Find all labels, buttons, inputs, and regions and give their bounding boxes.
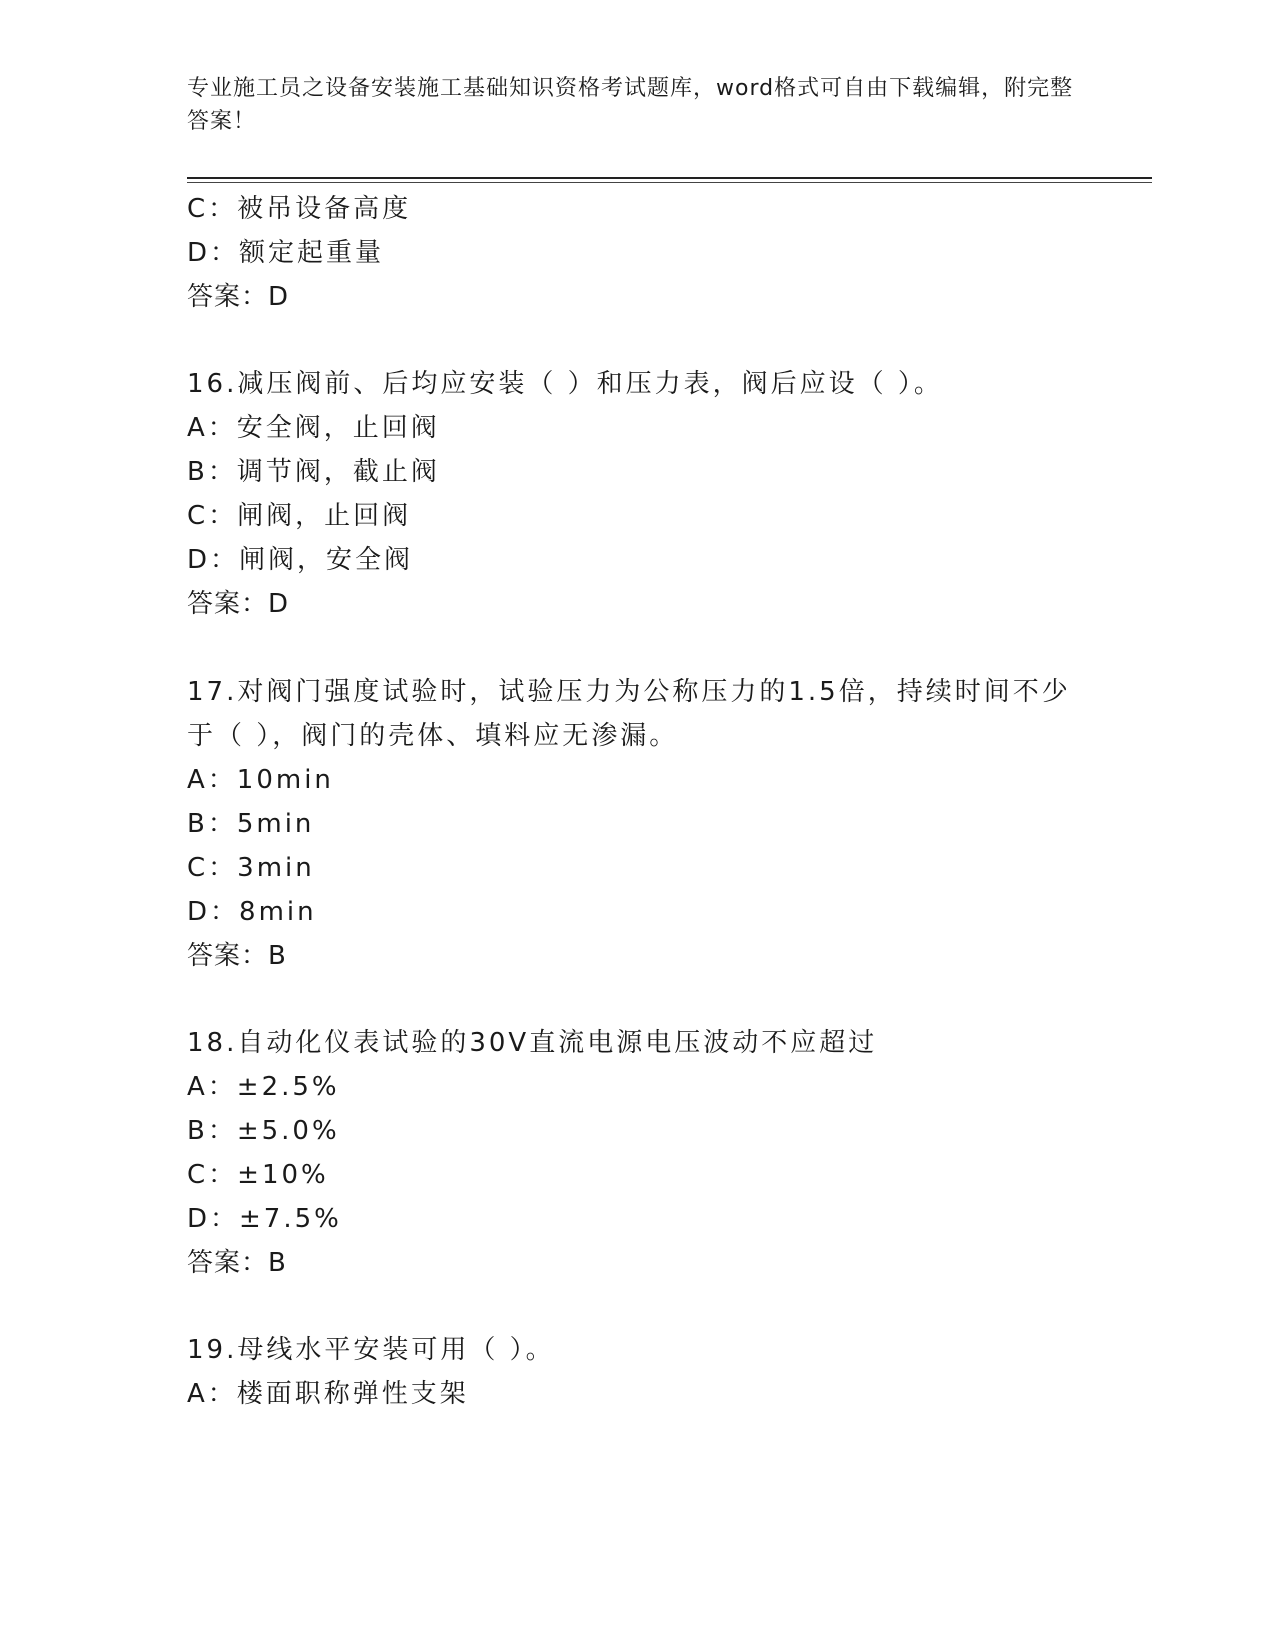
- question-16-option-a: A：安全阀，止回阀: [187, 413, 440, 443]
- question-17-option-d: D：8min: [187, 897, 317, 927]
- option-c: C：被吊设备高度: [187, 194, 412, 224]
- question-18-option-c: C：±10%: [187, 1160, 329, 1190]
- question-16-answer: 答案：D: [187, 589, 290, 619]
- question-17-stem-line-1: 17.对阀门强度试验时，试验压力为公称压力的1.5倍，持续时间不少: [187, 677, 1071, 707]
- question-17-answer: 答案：B: [187, 941, 287, 971]
- question-18-answer: 答案：B: [187, 1248, 287, 1278]
- question-17-option-c: C：3min: [187, 853, 315, 883]
- question-17-option-a: A：10min: [187, 765, 334, 795]
- question-16-option-d: D：闸阀，安全阀: [187, 545, 414, 575]
- option-d: D：额定起重量: [187, 238, 385, 268]
- question-18-option-b: B：±5.0%: [187, 1116, 340, 1146]
- question-17-stem-line-2: 于（ ），阀门的壳体、填料应无渗漏。: [187, 721, 679, 751]
- question-19-option-a: A：楼面职称弹性支架: [187, 1379, 469, 1409]
- question-17-option-b: B：5min: [187, 809, 315, 839]
- question-18-option-d: D：±7.5%: [187, 1204, 342, 1234]
- question-16-stem: 16.减压阀前、后均应安装（ ）和压力表，阀后应设（ ）。: [187, 369, 943, 399]
- question-16-option-b: B：调节阀，截止阀: [187, 457, 440, 487]
- header-rule-thick: [187, 177, 1152, 179]
- answer: 答案：D: [187, 282, 290, 312]
- question-18-stem: 18.自动化仪表试验的30V直流电源电压波动不应超过: [187, 1028, 878, 1058]
- document-header: 专业施工员之设备安装施工基础知识资格考试题库，word格式可自由下载编辑，附完整答案！: [187, 76, 1074, 134]
- question-16-option-c: C：闸阀，止回阀: [187, 501, 412, 531]
- header-rule-thin: [187, 182, 1152, 183]
- question-18-option-a: A：±2.5%: [187, 1072, 340, 1102]
- question-19-stem: 19.母线水平安装可用（ ）。: [187, 1335, 555, 1365]
